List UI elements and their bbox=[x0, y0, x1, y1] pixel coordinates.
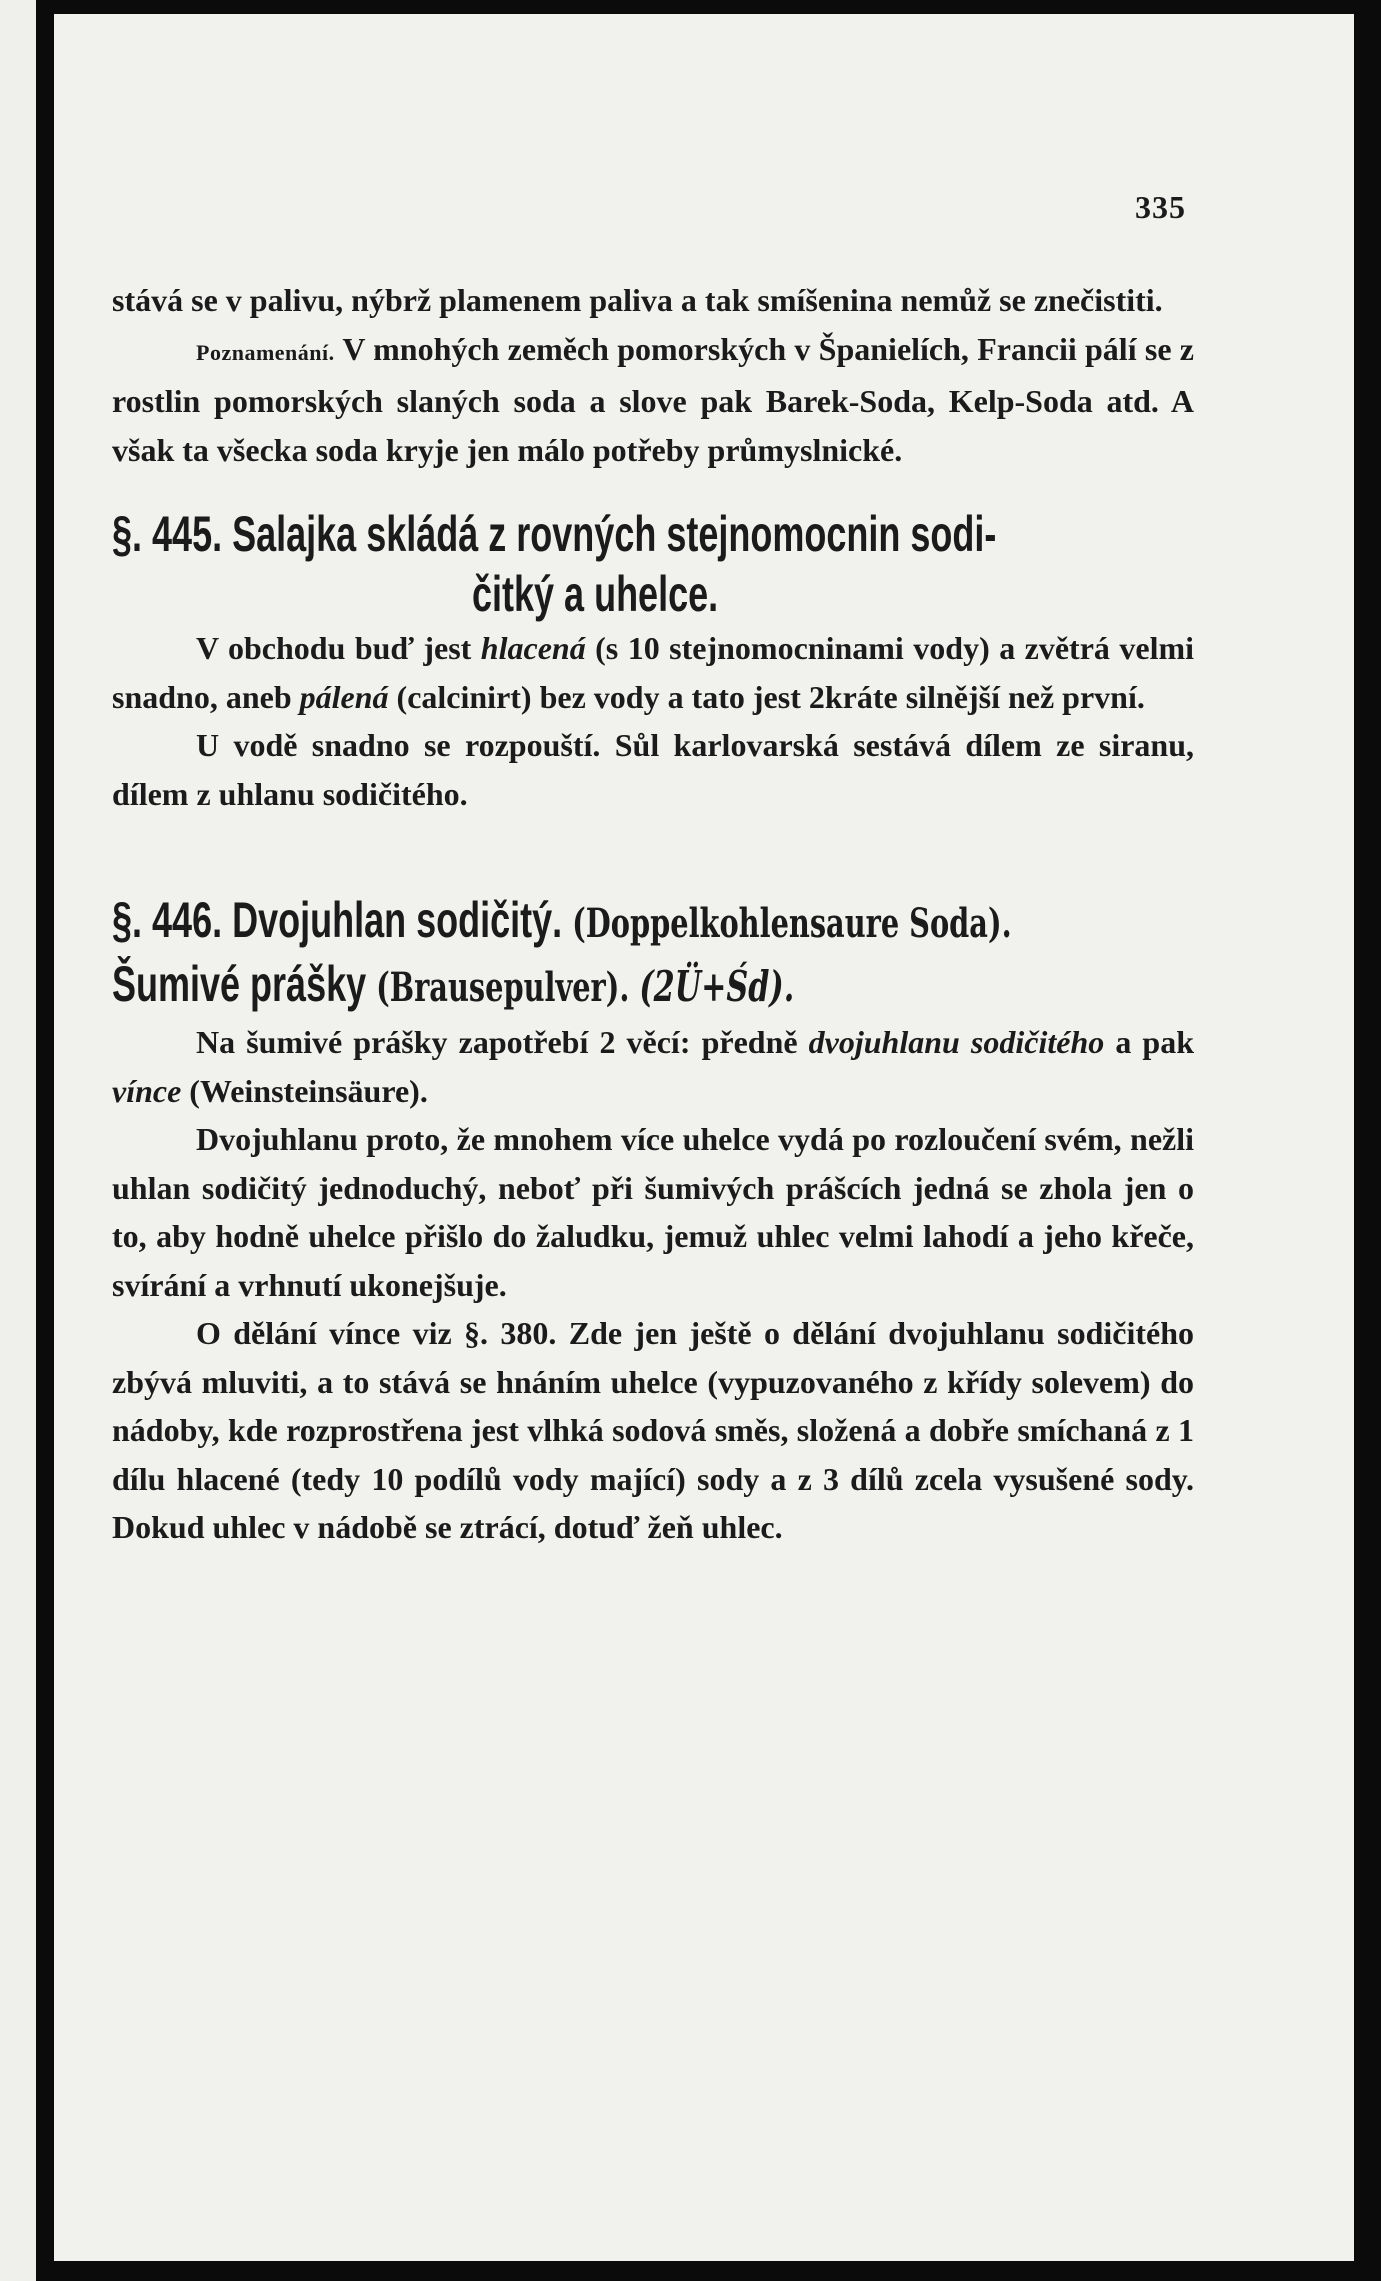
paragraph-intro: stává se v palivu, nýbrž plamenem paliva a tak smíšenina nemůž se znečistiti. bbox=[112, 282, 1163, 318]
emphasis-dvojuhlanu: dvojuhlanu sodičitého bbox=[808, 1024, 1105, 1060]
text-run: a pak bbox=[1104, 1024, 1195, 1060]
section-446-paragraph-3: O dělání vínce viz §. 380. Zde jen ještě o dělání dvojuhlanu sodičitého zbývá mluviti, a to stává se hnáním uhelce (vypuzovaného z křídy solevem) do nádoby, kde rozprostřena jest vlhká sodová směs, složená a dobře smíchaná z 1 dílu hlacené (tedy 10 podílů vody mající) sody a z 3 dílů zcela vysušené sody. Dokud uhlec v nádobě se ztrácí, dotuď žeň uhlec. bbox=[112, 1315, 1194, 1545]
adjacent-page-edge bbox=[0, 0, 36, 2281]
section-445-paragraph-1 bbox=[112, 624, 1194, 721]
section-446-paragraph-2: Dvojuhlanu proto, že mnohem více uhelce vydá po rozloučení svém, nežli uhlan sodičitý jednoduchý, neboť při šumivých prášcích jedná se zhola jen o to, aby hodně uhelce přišlo do žaludku, jemuž uhlec velmi lahodí a jeho křeče, svírání a vrhnutí ukonejšuje. bbox=[112, 1121, 1194, 1303]
section-445-number: §. 445. bbox=[112, 506, 223, 562]
text-run: V obchodu buď jest bbox=[196, 630, 481, 666]
section-445-title-line1: Salajka skládá z rovných stejnomocnin sodi- bbox=[232, 506, 997, 562]
section-446-paragraph-1 bbox=[112, 1018, 1194, 1115]
emphasis-hlacena: hlacená bbox=[480, 630, 586, 666]
text-run: (s 10 stejnomocninami vody) a zvětrá velmi snadno, aneb bbox=[112, 630, 1195, 715]
note-label: Poznamenání. bbox=[196, 339, 335, 365]
note-paragraph bbox=[112, 325, 1194, 475]
section-445-title-line2: čitký a uhelce. bbox=[472, 566, 719, 622]
section-446-german-title: (Doppelkohlensaure Soda). bbox=[572, 900, 1012, 947]
section-446-heading bbox=[112, 890, 1192, 954]
section-446-number: §. 446. bbox=[112, 892, 223, 948]
section-445-paragraph-2: U vodě snadno se rozpouští. Sůl karlovarská sestává dílem ze siranu, dílem z uhlanu sodičitého. bbox=[112, 727, 1194, 812]
page-number: 335 bbox=[1135, 189, 1186, 225]
book-page bbox=[54, 14, 1354, 2261]
page-body bbox=[112, 276, 1194, 1552]
section-446-title: Dvojuhlan sodičitý. bbox=[232, 892, 563, 948]
emphasis-palena: pálená bbox=[299, 678, 389, 715]
section-446-title-line2: Šumivé prášky bbox=[112, 956, 367, 1012]
note-text: V mnohých zeměch pomorských v Španielích, Francii pálí se z rostlin pomorských slaných soda a slove pak Barek-Soda, Kelp-Soda atd. A však ta všecka soda kryje jen málo potřeby průmyslnické. bbox=[112, 330, 1195, 468]
section-446-heading-line2 bbox=[112, 954, 1192, 1018]
section-445-heading-line2 bbox=[472, 564, 1381, 624]
page-gutter bbox=[36, 0, 54, 2281]
text-run: Na šumivé prášky zapotřebí 2 věcí: předně bbox=[196, 1024, 809, 1060]
text-run: (calcinirt) bez vody a tato jest 2kráte silnější než první. bbox=[388, 678, 1145, 715]
text-run: (Weinsteinsäure). bbox=[181, 1072, 428, 1109]
section-446-german-subtitle: (Brausepulver). bbox=[376, 964, 630, 1011]
emphasis-vince: vínce bbox=[112, 1072, 182, 1109]
section-445-heading bbox=[112, 504, 1192, 564]
chemical-formula: (2Ü+Śd). bbox=[639, 962, 795, 1011]
